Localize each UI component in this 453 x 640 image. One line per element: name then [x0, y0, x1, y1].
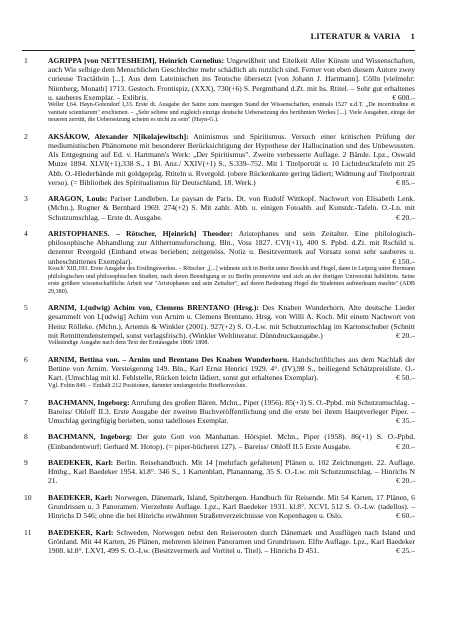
entry-number: 7 — [24, 397, 28, 407]
entry-body — [48, 528, 415, 556]
entry-note: Kosch' XIII,193. Erste Ausgabe des Erstlingswerkes. – Rötscher „[...] widmete sich in Berlin unter Boeckh und Hegel, dann in Leipzig unter Hermann philologischen und philosophischen Studien, nach deren Beendigung er zu Berlin promovirte und sich an der dortigen Universität habilitirte. Seine erste größere wissenschaftliche Arbeit war "Aristophanes und sein Zeitalter", auf deren Bedeutung Hegel die Studenten aufmerksam machte" (ADB 29,380). — [48, 266, 415, 295]
entry-body — [48, 493, 415, 521]
entry-price: € 60.– — [396, 511, 415, 521]
catalog-entry — [24, 303, 415, 348]
catalog-entry — [24, 432, 415, 450]
entry-price: € 20.– — [396, 212, 415, 222]
entry-body — [48, 398, 415, 426]
entry-text: Ungewißheit und Eitelkeit Aller Künste und Wissenschaften, auch Wie selbige dem Menschlichen Geschlechte mehr schädlich als nutzlich sind. Ferner von eben diesem Autore zwey curieuse Tractätlein [...]. Aus dem Lateinischen ins Teutsche übersetzt [von Johann J. Hartmann]. Cölln [vielmehr: Nürnberg, Monath] 1713. Gestoch. Frontispiz, (XXX), 730(+6) S. Pergmtband d.Zt. mit hs. Rtitel. – Sehr gut erhaltenes u. sauberes Exemplar. – Exlibris. — [48, 56, 415, 102]
entry-text: Anrufung des großen Bären. Mchn., Piper (1956). 85(+3) S. O.-Ppbd. mit Schutzumschlag. – Bareiss/ Ohloff II.3. Erste Ausgabe der zweiten Buchveröffentlichung und die erste bei ihrem Hauptverleger Piper. – Umschlag geringfügig berieben, sonst tadelloses Exemplar. — [48, 397, 415, 425]
header-title: LITERATUR & VARIA — [310, 32, 401, 41]
entry-number: 3 — [24, 194, 28, 204]
catalog-entry — [24, 458, 415, 486]
entry-number: 5 — [24, 303, 28, 313]
catalog-entry — [24, 229, 415, 296]
entry-body — [48, 355, 415, 383]
entry-number: 9 — [24, 457, 28, 467]
entry-author: ARNIM, Bettina von. – Arnim und Brentano Des Knaben Wunderhorn. — [48, 354, 290, 364]
entry-text: Norwegen, Dänemark, Island, Spitzbergen. Handbuch für Reisende. Mit 54 Karten, 17 Plänen, 6 Grundrissen u. 3 Panoramen. Vierzehnte Auflage. Lpz., Karl Baedeker 1931. kl.8°. XCVI, 512 S. O.-Lw. (tadellos). – Hinrichs D 546; ohne die bei Hinrichs erwähnten Straßenverzeichnisse von Kopenhagen u. Oslo. — [48, 492, 415, 521]
entry-number: 6 — [24, 354, 28, 364]
entry-price: € 50.– — [396, 373, 415, 383]
entry-text: Schweden, Norwegen nebst den Reiserouten durch Dänemark und Ausflügen nach Island und Grönland. Mit 44 Karten, 26 Plänen, mehreren kleinen Panoramen und Grundrissen. Elfte Auflage. Lpz., Karl Baedeker 1908. kl.8°. LXVI, 499 S. O.-Lw. (Besitzvermerk auf Vortitel u. Titel). – Hinrichs D 451. — [48, 527, 415, 555]
catalog-entry — [24, 493, 415, 521]
entry-number: 11 — [24, 527, 32, 537]
entry-price: € 35.– — [396, 415, 415, 425]
entry-author: ARNIM, L(udwig) Achim von, Clemens BRENTANO (Hrsg.): — [48, 303, 259, 313]
entry-body — [48, 229, 415, 266]
entry-author: AKSÁKOW, Alexander N[ikolajewitsch]: — [48, 131, 189, 141]
entry-number: 8 — [24, 432, 28, 442]
entry-body — [48, 458, 415, 486]
catalog-entry — [24, 398, 415, 426]
entry-body — [48, 303, 415, 340]
entry-author: BACHMANN, Ingeborg: — [48, 432, 133, 442]
entry-text: Berlin. Reisehandbuch. Mit 14 [mehrfach gefalteten] Plänen u. 102 Zeichnungen. 22. Auflage. Hmbg., Karl Baedeker 1954. kl.8°. 346 S., 1 Kartenblatt, Planannang, 35 S. O.-Lw. mit Schutzumschlag. – Hinrichs N 21. — [48, 457, 415, 486]
catalog-list — [24, 56, 415, 562]
entry-body — [48, 194, 415, 222]
entry-note: Vollständige Ausgabe nach dem Text der Erstausgabe 1806/ 1808. — [48, 340, 209, 347]
entry-text: Pariser Landleben. Le paysan de Paris. Dt. von Rudolf Wittkopf. Nachwort von Elisabeth Lenk. (Mchn.), Rogner & Bernhard 1969. 274(+2) S. Mit zahlr. Abb. u. einigen Fotoabb. auf Kunstdr.-Tafeln. O.-Ln. mit Schutzumschlag. – Erste dt. Ausgabe. — [48, 194, 415, 222]
entry-author: BAEDEKER, Karl: — [48, 527, 114, 537]
entry-price: € 20.– — [396, 441, 415, 451]
entry-text: Animismus und Spiritismus. Versuch einer kritischen Prüfung der mediumistischen Phänomene mit besonderer Berücksichtigung der Hypothese der Hallucination und des Unbewussten. Als Entgegnung auf Ed. v. Hartmann's Werk: „Der Spiritismus". Zweite verbesserte Auflage. 2 Bände. Lpz., Oswald Mutze 1894. XLVI(+1),338 S., 1 Bl. Anz./ XXIV(+1) S., S.339–752. Mit 1 Titelporträt u. 10 Lichtdrucktafeln mit 25 Abb. O.-Hlederbände mit goldgepräg. Rtiteln u. Rvergold. (obere Rückenkante gering lädiert; Widmung auf Titelportrait verso). (= Bibliothek des Spiritualismus für Deutschland, 18. Werk.) — [48, 131, 415, 187]
catalog-entry — [24, 528, 415, 556]
entry-body — [48, 132, 415, 187]
entry-author: BAEDEKER, Karl: — [48, 492, 113, 502]
entry-note: Vgl. Foltin 849. – Enthält 212 Positionen, darunter umfangreiche Briefkonvolute. — [48, 382, 247, 389]
entry-price: € 20.– — [396, 476, 415, 486]
entry-author: ARAGON, Louis: — [48, 194, 108, 204]
page-number: 1 — [410, 32, 415, 41]
entry-text: Handschriftliches aus dem Nachlaß der Bettine von Arnim. Versteigerung 149. Bln., Karl Ernst Henrici 1929. 4°. (IV),98 S., beiliegend Schätzpreisliste. O.-Kart. (Umschlag mit kl. Fehlstelle, Rücken leicht lädiert, sonst gut erhaltenes Exemplar). — [48, 354, 415, 383]
entry-number: 1 — [24, 56, 28, 65]
entry-number: 10 — [24, 492, 32, 502]
entry-author: AGRIPPA [von NETTESHEIM], Heinrich Cornelius: — [48, 56, 225, 65]
entry-author: ARISTOPHANES. – Rötscher, H[einrich] Theodor: — [48, 229, 233, 239]
entry-price: € 20.– — [396, 330, 415, 340]
entry-number: 4 — [24, 229, 28, 239]
entry-author: BACHMANN, Ingeborg: — [48, 397, 130, 407]
entry-text: Der gute Gott von Manhattan. Hörspiel. Mchn., Piper (1958). 86(+1) S. O.-Ppbd. (Einbandentwurf: Gerhard M. Hotop). (= piper-bücherei 127). – Bareiss/ Ohloff II.5 Erste Ausgabe. — [48, 432, 416, 451]
catalog-entry — [24, 56, 415, 125]
entry-price: € 600.– — [392, 92, 415, 102]
page-header — [22, 32, 415, 51]
catalog-entry — [24, 132, 415, 187]
entry-price: € 25.– — [396, 545, 415, 555]
entry-price: € 85.– — [396, 177, 415, 187]
catalog-entry — [24, 355, 415, 390]
entry-note: Weller I,64. Hayn-Gotendorf I,33. Erste dt. Ausgabe der Satire zum traurigen Stand der Wissenschaften, erstmals 1527 u.d.T. „De incertitudine et vanitate scientiarum" erschienen. – „Sehr seltene und zugleich einzige deutsche Uebersetzung des berühmten Werkes [...]. Viele Ausgaben, einige der neueren zerrütt, die Uebersetzung scheint es nicht zu sein" (Hayn-G.). — [48, 102, 415, 124]
catalog-entry — [24, 194, 415, 222]
entry-price: € 150.– — [392, 256, 415, 266]
entry-number: 2 — [24, 131, 28, 141]
entry-body — [48, 432, 415, 450]
entry-text: Des Knaben Wunderhorn. Alte deutsche Lieder gesammelt von L[udwig] Achim von Arnim u. Clemens Brentano. Hrsg. von Willi A. Koch. Mit einem Nachwort von Heinz Rölleke. (Mchn.), Artemis & Winkler (2001). 927(+2) S. O.-Lw. mit Schutzumschlag im Kartonschuber (Schnitt mit Remittendenstempel, sonst verlagsfrisch). (Winkler Weltliteratur. Dünndruckausgabe.) — [48, 303, 415, 340]
entry-text: Aristophanes und sein Zeitalter. Eine philologisch-philosophische Abhandlung zur Althertumsforschung. Bln., Voss 1827. CVI(+1), 400 S. Ppbd. d.Zt. mit Rschild u. dezenter Rvergold (Einband etwas berieben; zeitgenöss. Notiz u. Besitzvermerk auf Vorsatz sonst sehr sauberes u. unbeschnittenes Exemplar). — [48, 229, 415, 266]
entry-body — [48, 56, 415, 102]
entry-author: BAEDEKER, Karl: — [48, 457, 114, 467]
